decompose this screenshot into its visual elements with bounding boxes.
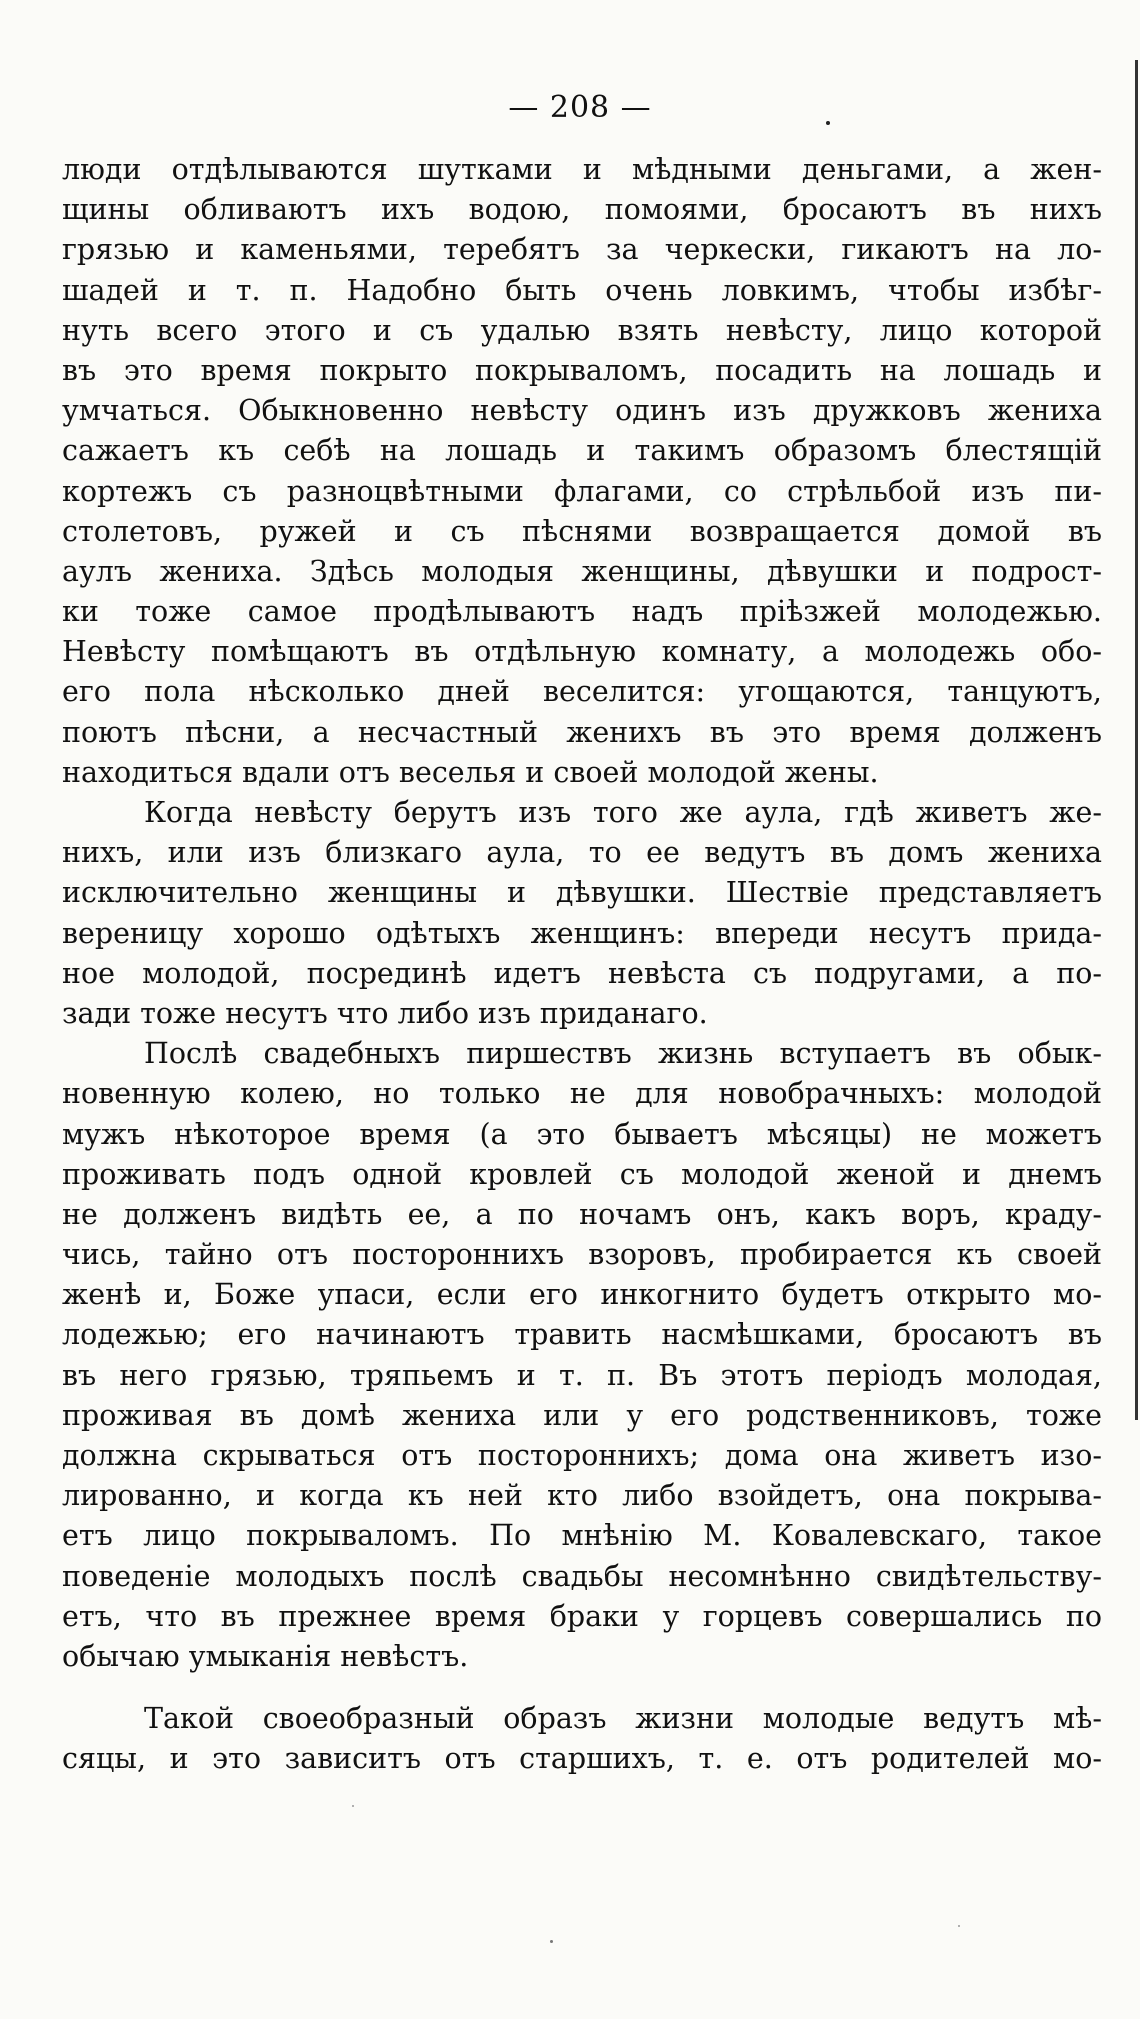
text-line: грязью и каменьями, теребятъ за черкески, гикаютъ на ло- — [62, 233, 1102, 267]
text-line: лодежью; его начинаютъ травить насмѣшками, бросаютъ въ — [62, 1318, 1102, 1352]
paragraph-3 — [62, 1034, 1102, 1677]
paragraph-spacer — [62, 1677, 1102, 1699]
text-line: умчаться. Обыкновенно невѣсту одинъ изъ дружковъ жениха — [62, 394, 1102, 428]
text-line: находиться вдали отъ веселья и своей молодой жены. — [62, 755, 879, 789]
text-line: должна скрываться отъ постороннихъ; дома она живетъ изо- — [62, 1439, 1102, 1472]
paragraph-2 — [62, 793, 1102, 1034]
text-line: исключительно женщины и дѣвушки. Шествіе представляетъ — [62, 876, 1102, 910]
text-line: кортежъ съ разноцвѣтными флагами, со стрѣльбой изъ пи- — [62, 474, 1102, 508]
print-speck — [826, 121, 830, 125]
print-speck — [352, 1805, 354, 1807]
paragraph-1 — [62, 150, 1102, 793]
paragraph-4 — [62, 1699, 1102, 1779]
text-line: проживать подъ одной кровлей съ молодой женой и днемъ — [62, 1157, 1102, 1191]
text-line: сажаетъ къ себѣ на лошадь и такимъ образомъ блестящій — [62, 434, 1102, 468]
print-speck — [550, 1940, 553, 1943]
text-line: вереницу хорошо одѣтыхъ женщинъ: впереди несутъ прида- — [62, 916, 1102, 950]
text-line: не долженъ видѣть ее, а по ночамъ онъ, какъ воръ, краду- — [62, 1197, 1102, 1231]
text-line: сяцы, и это зависитъ отъ старшихъ, т. е. отъ родителей мо- — [62, 1742, 1102, 1776]
text-line: етъ, что въ прежнее время браки у горцевъ совершались по — [62, 1599, 1102, 1633]
text-line: лированно, и когда къ ней кто либо взойдетъ, она покрыва- — [62, 1479, 1102, 1513]
text-line: Послѣ свадебныхъ пиршествъ жизнь вступаетъ въ обык- — [144, 1037, 1102, 1071]
text-line: Когда невѣсту берутъ изъ того же аула, гдѣ живетъ же- — [144, 796, 1102, 829]
page-edge-shadow — [1135, 60, 1138, 1420]
text-line: Невѣсту помѣщаютъ въ отдѣльную комнату, а молодежь обо- — [62, 635, 1102, 669]
text-line: етъ лицо покрываломъ. По мнѣнію М. Ковалевскаго, такое — [62, 1519, 1102, 1553]
text-line: щины обливаютъ ихъ водою, помоями, бросаютъ въ нихъ — [62, 193, 1102, 227]
text-line: нуть всего этого и съ удалью взять невѣсту, лицо которой — [62, 313, 1102, 347]
text-line: шадей и т. п. Надобно быть очень ловкимъ, чтобы избѣг- — [62, 273, 1102, 307]
body-text — [62, 150, 1102, 1780]
text-line: зади тоже несутъ что либо изъ приданаго. — [62, 996, 708, 1030]
text-line: проживая въ домѣ жениха или у его родственниковъ, тоже — [62, 1398, 1102, 1432]
text-line: въ него грязью, тряпьемъ и т. п. Въ этотъ періодъ молодая, — [62, 1358, 1102, 1392]
text-line: ное молодой, посрединѣ идетъ невѣста съ подругами, а по- — [62, 956, 1102, 990]
text-line: ки тоже самое продѣлываютъ надъ пріѣзжей молодежью. — [62, 595, 1102, 629]
text-line: поютъ пѣсни, а несчастный женихъ въ это время долженъ — [62, 715, 1102, 749]
text-line: аулъ жениха. Здѣсь молодыя женщины, дѣвушки и подрост- — [62, 554, 1102, 588]
text-line: въ это время покрыто покрываломъ, посадить на лошадь и — [62, 353, 1102, 387]
text-line: поведеніе молодыхъ послѣ свадьбы несомнѣнно свидѣтельству- — [62, 1559, 1102, 1593]
text-line: Такой своеобразный образъ жизни молодые ведутъ мѣ- — [144, 1702, 1102, 1736]
print-speck — [958, 1925, 960, 1927]
text-line: женѣ и, Боже упаси, если его инкогнито будетъ открыто мо- — [62, 1278, 1102, 1312]
text-line: чись, тайно отъ постороннихъ взоровъ, пробирается къ своей — [62, 1238, 1102, 1272]
text-line: нихъ, или изъ близкаго аула, то ее ведутъ въ домъ жениха — [62, 836, 1102, 870]
text-line: столетовъ, ружей и съ пѣснями возвращается домой въ — [62, 514, 1102, 548]
text-line: обычаю умыканія невѣстъ. — [62, 1639, 469, 1673]
text-line: новенную колею, но только не для новобрачныхъ: молодой — [62, 1077, 1102, 1111]
text-line: люди отдѣлываются шутками и мѣдными деньгами, а жен- — [62, 153, 1102, 186]
text-line: мужъ нѣкоторое время (а это бываетъ мѣсяцы) не можетъ — [62, 1117, 1102, 1151]
text-line: его пола нѣсколько дней веселится: угощаются, танцуютъ, — [62, 675, 1102, 709]
page-number: — 208 — — [508, 90, 652, 125]
